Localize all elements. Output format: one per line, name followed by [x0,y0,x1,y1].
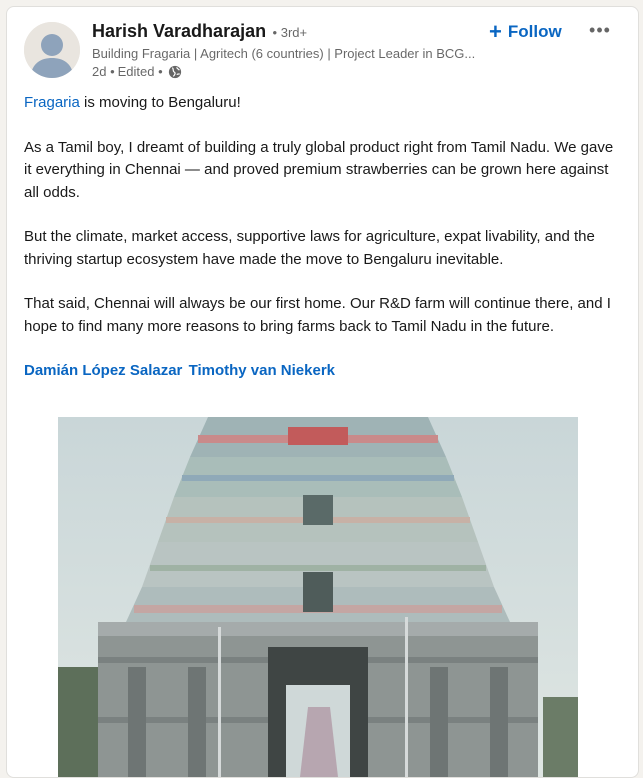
follow-label: Follow [507,22,562,41]
mention-timothy[interactable]: Timothy van Niekerk [188,362,336,379]
connection-degree: • 3rd+ [272,25,308,40]
post-paragraph-2: As a Tamil boy, I dreamt of building a truly global product right from Tamil Nadu. We gave it everything in Chennai — and proved premium strawberries can be grown here against all odds. [24,138,614,201]
post-image[interactable] [58,417,578,777]
follow-button[interactable] [489,19,562,45]
post-time: 2d • [92,64,115,79]
mentions-line [24,360,624,383]
post-text [24,92,624,405]
author-avatar[interactable] [24,22,80,78]
post-paragraph-4: That said, Chennai will always be our first home. Our R&D farm will continue there, and I hope to find many more reasons to bring farms back to Tamil Nadu in the future. [24,295,611,335]
post-paragraph-3: But the climate, market access, supportive laws for agriculture, expat livability, and the thriving startup ecosystem have made the move to Bengaluru inevitable. [24,228,595,268]
temple-gopuram-image [58,417,578,777]
more-options-icon[interactable]: ••• [589,19,611,40]
edited-label: Edited • [117,64,163,79]
post-header [7,7,638,87]
author-name[interactable]: Harish Varadharajan [92,21,267,41]
person-silhouette-icon [24,22,80,78]
fragaria-link[interactable]: Fragaria [24,94,80,111]
mention-damian[interactable]: Damián López Salazar [24,362,183,379]
globe-icon [168,65,182,79]
plus-icon: + [489,19,502,44]
post-meta [92,64,182,79]
author-headline: Building Fragaria | Agritech (6 countries) | Project Leader in BCG... [92,46,476,61]
paragraph-1-text: is moving to Bengaluru! [79,94,241,111]
author-name-line [92,21,307,42]
post-paragraph-1 [24,92,624,115]
feed-post-card [6,6,639,778]
